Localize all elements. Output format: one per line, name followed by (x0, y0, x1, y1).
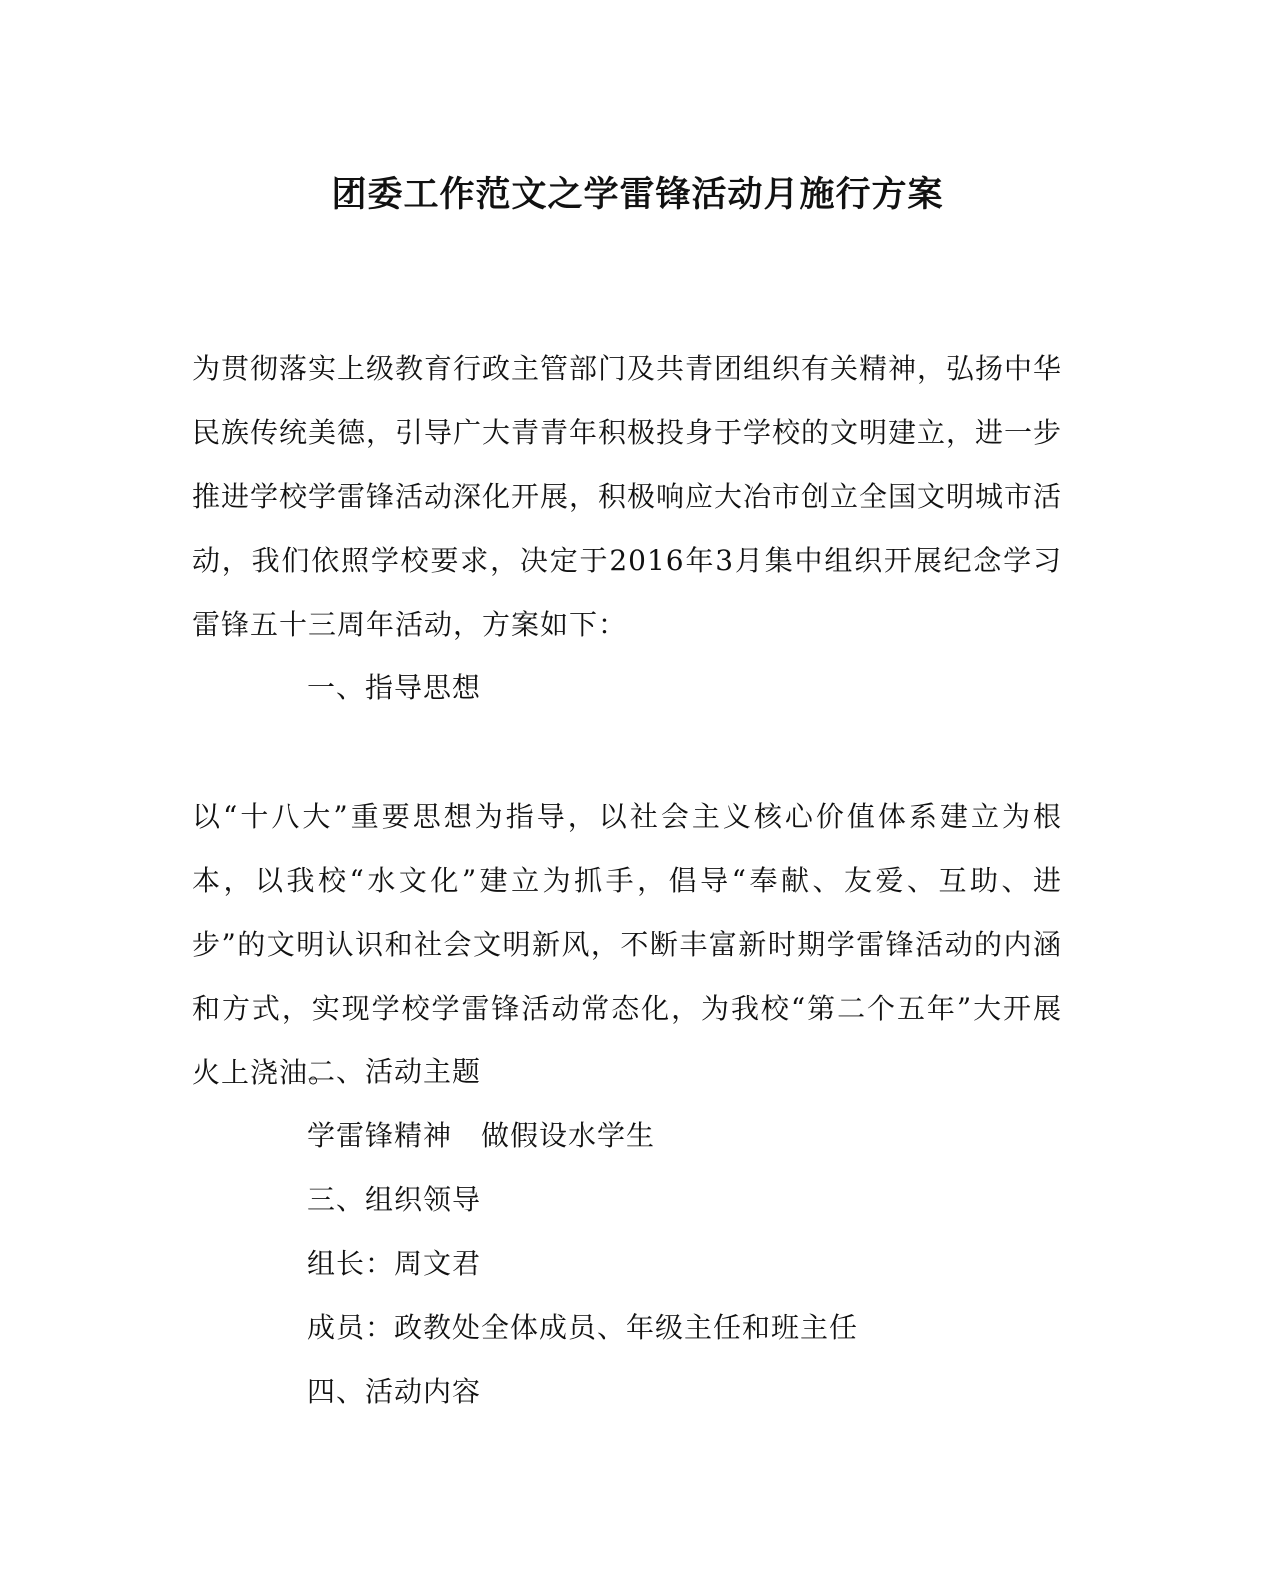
organization-members: 成员：政教处全体成员、年级主任和班主任 (307, 1311, 859, 1344)
guiding-thought-paragraph: 以“十八大”重要思想为指导，以社会主义核心价值体系建立为根本，以我校“水文化”建立为抓手，倡导“奉献、友爱、互助、进步”的文明认识和社会文明新风，不断丰富新时期学雷锋活动的内涵和方式，实现学校学雷锋活动常态化，为我校“第二个五年”大开展火上浇油。 (192, 800, 1062, 1089)
activity-theme-text: 学雷锋精神 做假设水学生 (307, 1119, 656, 1152)
section-heading-activity-theme: 二、活动主题 (307, 1055, 482, 1088)
section-heading-guiding-thought: 一、指导思想 (307, 671, 482, 704)
document-title: 团委工作范文之学雷锋活动月施行方案 (331, 175, 944, 215)
section-heading-activity-content: 四、活动内容 (307, 1375, 482, 1408)
organization-leader: 组长：周文君 (307, 1247, 482, 1280)
intro-paragraph: 为贯彻落实上级教育行政主管部门及共青团组织有关精神，弘扬中华民族传统美德，引导广大青青年积极投身于学校的文明建立，进一步推进学校学雷锋活动深化开展，积极响应大冶市创立全国文明城市活动，我们依照学校要求，决定于2016年3月集中组织开展纪念学习雷锋五十三周年活动，方案如下： (192, 352, 1063, 641)
section-heading-organization: 三、组织领导 (307, 1183, 482, 1216)
